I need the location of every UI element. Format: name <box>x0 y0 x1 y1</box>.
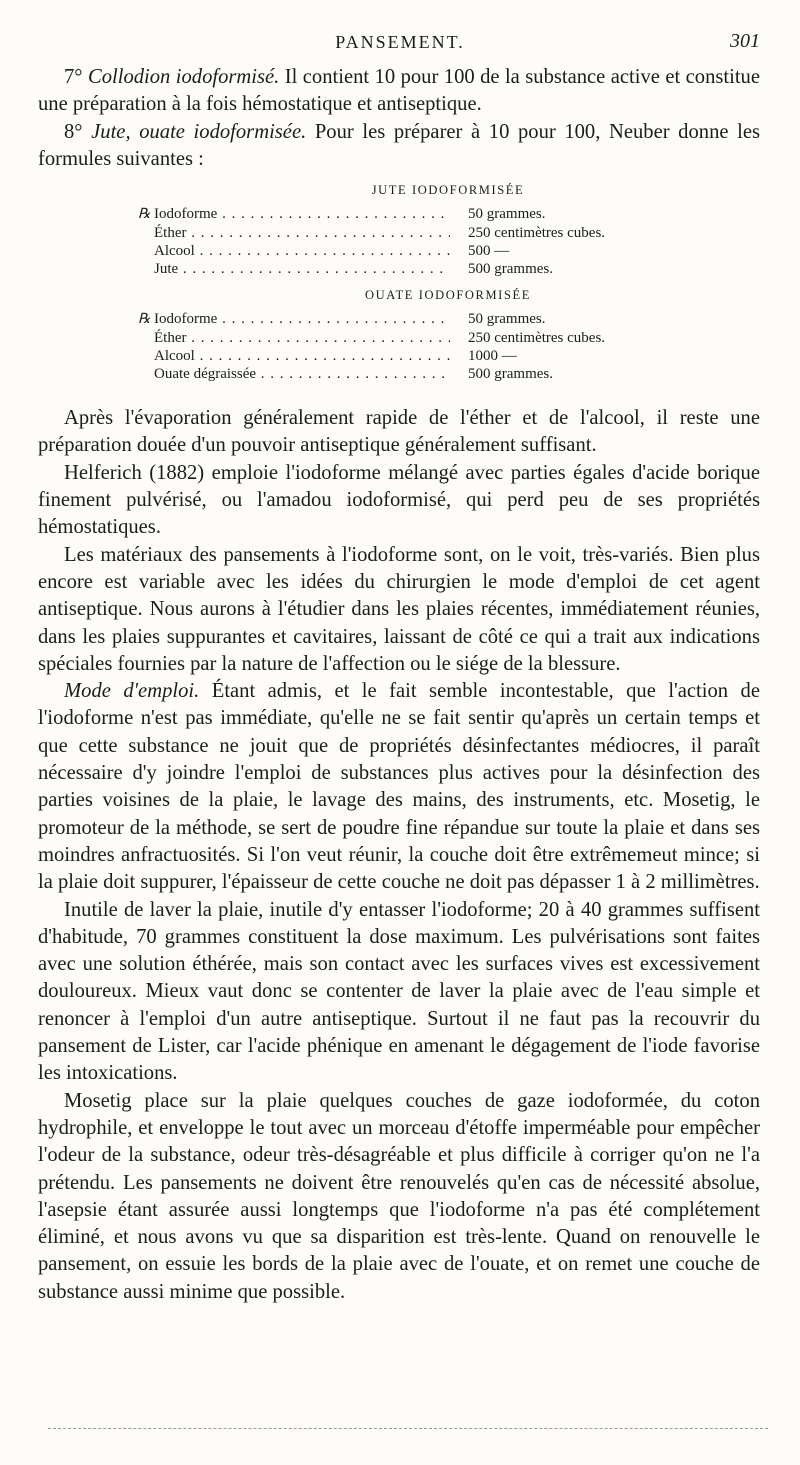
running-title: PANSEMENT. <box>335 32 465 52</box>
ingredient-name: Éther . . . <box>154 224 450 242</box>
paragraph-lead: Mode d'emploi. <box>64 680 200 703</box>
ingredient-name: Alcool . . . <box>154 347 450 365</box>
paragraph-mode-emploi <box>38 678 760 896</box>
ingredient-quantity: 500 grammes. <box>450 365 658 383</box>
paragraph-helferich: Helferich (1882) emploie l'iodoforme mélangé avec parties égales d'acide borique finement pulvérisé, ou l'amadou iodoformisé, qui perd peu de ses propriétés hémostatiques. <box>38 461 760 539</box>
formula-row <box>138 205 658 224</box>
ingredient-quantity: 250 centimètres cubes. <box>450 329 658 347</box>
paragraph-collodion <box>38 64 760 119</box>
paragraph-text: Il contient 10 pour 100 de la substance active et constitue une préparation à la fois hémostatique et antiseptique. <box>38 66 760 116</box>
formula-row <box>138 224 658 242</box>
ingredient-name: Ouate dégraissée . . . <box>154 365 450 383</box>
paragraph-jute-ouate <box>38 119 760 174</box>
paragraph-lead: Collodion iodoformisé. <box>87 66 280 88</box>
formula-ouate <box>38 286 760 383</box>
ingredient-name: Jute . . . <box>154 260 450 278</box>
footer-rule <box>48 1428 768 1429</box>
enumeration: 7° <box>64 66 88 88</box>
formula-jute <box>38 181 760 278</box>
formula-row <box>138 329 658 347</box>
paragraph-inutile: Inutile de laver la plaie, inutile d'y entasser l'iodoforme; 20 à 40 grammes suffisent d'habitude, 70 grammes constituent la dose maximum. Les pulvérisations sont faites avec une solution éthérée, mais son contact avec les surfaces vives est excessivement douloureux. Mieux vaut donc se contenter de laver la plaie avec de l'eau simple et renoncer à l'emploi d'un autre antiseptique. Surtout il ne faut pas la recouvrir du pansement de Lister, car l'acide phénique en amenant le dégagement de l'iode favorise les intoxications. <box>38 898 760 1085</box>
formula-title: JUTE IODOFORMISÉE <box>371 183 525 198</box>
ingredient-name: Iodoforme . . . <box>154 205 450 223</box>
paragraph-text: Pour les préparer à 10 pour 100, Neuber donne les formules suivantes : <box>38 120 760 170</box>
formula-title: OUATE IODOFORMISÉE <box>365 288 531 303</box>
ingredient-name: Éther . . . <box>154 329 450 347</box>
paragraph-text: Étant admis, et le fait semble incontestable, que l'action de l'iodoforme n'est pas immédiate, qu'elle ne se fait sentir qu'après un certain temps et que cette substance ne jouit que de propriétés désinfectantes médiocres, il paraît nécessaire d'y joindre l'emploi de substances plus actives pour la désinfection des parties voisines de la plaie, le lavage des mains, des instruments, etc. Mosetig, le promoteur de la méthode, se sert de poudre fine répandue sur toute la plaie et dans ses moindres anfractuosités. Si l'on veut réunir, la couche doit être extrêmemeut mince; si la plaie doit suppurer, l'épaisseur de cette couche ne doit pas dépasser 1 à 2 millimètres. <box>38 680 760 894</box>
spacer <box>38 383 760 405</box>
paragraph-lead: Jute, ouate iodoformisée. <box>91 120 307 143</box>
ingredient-quantity: 500 grammes. <box>450 260 658 278</box>
page-header <box>40 28 760 58</box>
paragraph-mosetig: Mosetig place sur la plaie quelques couches de gaze iodoformée, du coton hydrophile, et enveloppe le tout avec un morceau d'étoffe imperméable pour empêcher l'odeur de la substance, odeur très-désagréable et plus difficile à corriger qu'on ne l'a prétendu. Les pansements ne doivent être renouvelés qu'en cas de nécessité absolue, l'asepsie étant assurée aussi longtemps que l'iodoforme n'a pas été complétement éliminé, et nous avons vu que sa disparition est très-lente. Quand on renouvelle le pansement, on essuie les bords de la plaie avec de l'ouate, et on remet une couche de substance aussi minime que possible. <box>38 1089 760 1303</box>
enumeration: 8° <box>64 120 92 143</box>
formula-row <box>138 365 658 383</box>
paragraph-materiaux: Les matériaux des pansements à l'iodoforme sont, on le voit, très-variés. Bien plus encore est variable avec les idées du chirurgien le mode d'emploi de cet agent antiseptique. Nous aurons à l'étudier dans les plaies récentes, immédiatement réunies, dans les plaies suppurantes et cavitaires, laissant de côté ce qui a trait aux indications spéciales fournies par la nature de l'affection ou le siége de la blessure. <box>38 543 760 675</box>
recipe-symbol: ℞ <box>138 207 151 223</box>
ingredient-quantity: 50 grammes. <box>450 205 658 223</box>
formula-row <box>138 242 658 260</box>
paragraph-evaporation: Après l'évaporation généralement rapide de l'éther et de l'alcool, il reste une préparation douée d'un pouvoir antiseptique généralement suffisant. <box>38 407 760 457</box>
page-number: 301 <box>730 30 760 52</box>
ingredient-name: Alcool . . . <box>154 242 450 260</box>
ingredient-name: Iodoforme . . . <box>154 310 450 328</box>
recipe-symbol: ℞ <box>138 312 151 328</box>
body-text <box>38 64 760 1306</box>
formula-row <box>138 347 658 365</box>
ingredient-quantity: 250 centimètres cubes. <box>450 224 658 242</box>
formula-row <box>138 260 658 278</box>
ingredient-quantity: 50 grammes. <box>450 310 658 328</box>
ingredient-quantity: 1000 — <box>450 347 658 365</box>
formula-row <box>138 310 658 329</box>
ingredient-quantity: 500 — <box>450 242 658 260</box>
